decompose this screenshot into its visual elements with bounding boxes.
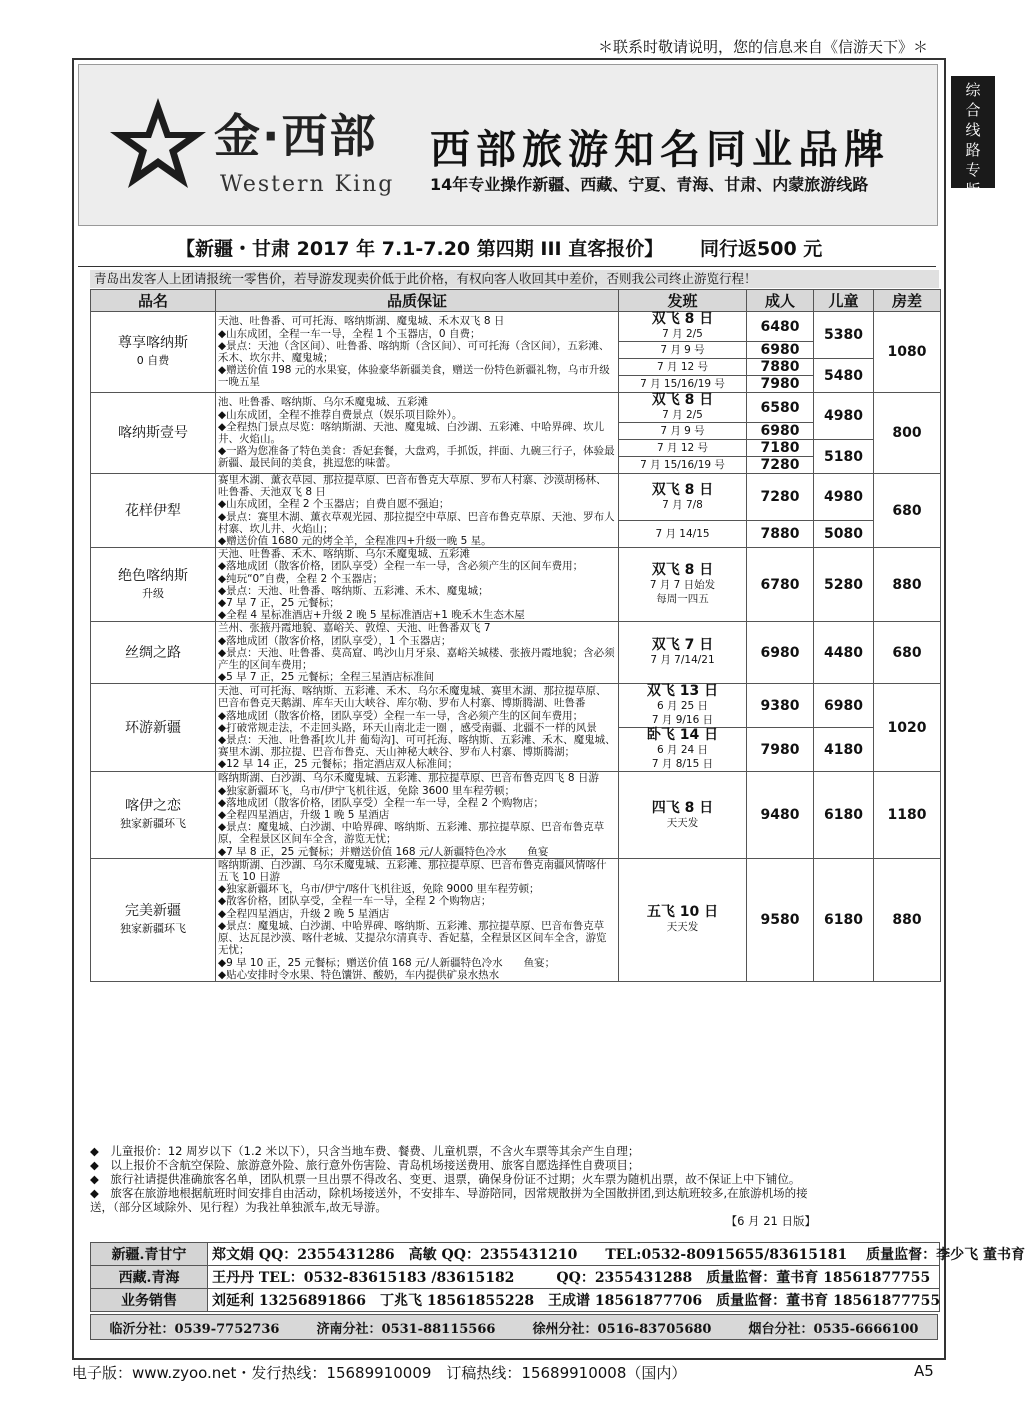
- table-row: [91, 684, 941, 728]
- departure-cell: [619, 342, 747, 359]
- child-price: 4980: [814, 393, 874, 440]
- departure-cell: [619, 359, 747, 376]
- page-title: 【新疆・甘肃 2017 年 7.1-7.20 第四期 III 直客报价】: [176, 238, 664, 260]
- departure-date: 6 月 25 日: [656, 700, 709, 713]
- adult-price: 7880: [747, 359, 814, 376]
- child-price: 5180: [814, 440, 874, 474]
- quality-line: ◆落地成团（散客价格，团队享受），1 个玉器店；: [218, 634, 452, 647]
- tour-name-main: 丝绸之路: [125, 644, 181, 661]
- room-difference: 1080: [874, 312, 941, 393]
- departure-date: 天天发: [666, 816, 699, 829]
- quality-line: ◆打破常规走法，不走回头路，环天山南北走一圈 ，感受南疆、北疆不一样的风景: [218, 721, 597, 734]
- adult-price: 7280: [747, 457, 814, 474]
- tour-name: [91, 858, 216, 981]
- quality-line: ◆景点：魔鬼城、白沙湖、中哈界碑、喀纳斯、五彩滩、那拉提草原、巴音布鲁克草原、达瓦昆沙漠、喀什老城、艾提尕尔清真寺、香妃墓，全程景区区间车全含，游览无忧；: [218, 919, 607, 957]
- quality-line: ◆山东成团，全程 2 个玉器店；自费自愿不强迫；: [218, 498, 450, 511]
- departure-cell: [619, 440, 747, 457]
- child-price: 4180: [814, 728, 874, 772]
- table-row: [91, 622, 941, 684]
- header-adult: 成人: [747, 290, 814, 312]
- table-row: [91, 474, 941, 521]
- contact-info: 王丹丹 TEL：0532-83615183 /83615182 QQ：2355431288 质量监督：董书育 18561877755: [208, 1266, 940, 1289]
- quality-line: ◆景点：天池、吐鲁番[坎儿井 葡萄沟]、可可托海、喀纳斯、五彩滩、禾木、魔鬼城、赛里木湖、那拉提、巴音布鲁克、天山神秘大峡谷、罗布人村寨、博斯腾湖；: [218, 734, 616, 759]
- room-difference: 680: [874, 474, 941, 548]
- header-quality: 品质保证: [216, 290, 619, 312]
- note-line: ◆ 儿童报价：12 周岁以下（1.2 米以下），只含当地车费、餐费、儿童机票，不含火车票等其余产生自理；: [90, 1144, 640, 1158]
- adult-price: 6980: [747, 622, 814, 684]
- adult-price: 6980: [747, 342, 814, 359]
- adult-price: 9380: [747, 684, 814, 728]
- departure-cell: [619, 521, 747, 548]
- quality-line: 赛里木湖、薰衣草园、那拉提草原、巴音布鲁克大草原、罗布人村寨、沙漠胡杨林、吐鲁番、天池双飞 8 日: [218, 474, 607, 499]
- quality-line: 喀纳斯湖、白沙湖、乌尔禾魔鬼城、五彩滩、那拉提草原、巴音布鲁克四飞 8 日游: [218, 772, 599, 785]
- quality-line: ◆景点：魔鬼城、白沙湖、中哈界碑、喀纳斯、五彩滩、那拉提草原、巴音布鲁克草原，全程景区区间车全含，游览无忧；: [218, 821, 605, 846]
- tour-quality: [216, 393, 619, 474]
- quality-line: ◆贴心安排时令水果、特色馕饼、酸奶，车内提供矿泉水热水: [218, 968, 500, 981]
- adult-price: 7880: [747, 521, 814, 548]
- room-difference: 680: [874, 622, 941, 684]
- room-difference: 880: [874, 548, 941, 622]
- tour-name-main: 绝色喀纳斯: [118, 567, 188, 584]
- terms-notes: [90, 1144, 936, 1228]
- tour-name-sub: 独家新疆环飞: [120, 921, 186, 935]
- section-tab-char: 线: [965, 121, 981, 139]
- pricing-notice: 青岛出发客人上团请报统一零售价，若导游发现卖价低于此价格，有权向客人收回其中差价，否则我公司终止游览行程！: [90, 270, 939, 288]
- tour-name-main: 完美新疆: [125, 902, 181, 919]
- departure-type: 五飞 10 日: [646, 904, 719, 921]
- departure-date: 7 月 9/16 日: [651, 714, 714, 727]
- table-row: [91, 772, 941, 858]
- departure-cell: [619, 772, 747, 858]
- departure-date: 7 月 7 日始发: [649, 579, 716, 592]
- tour-name-main: 尊享喀纳斯: [118, 335, 188, 351]
- child-price: 6980: [814, 684, 874, 728]
- tour-name-sub: 0 自费: [136, 354, 170, 367]
- departure-cell: [619, 376, 747, 393]
- adult-price: 9580: [747, 858, 814, 981]
- sub-slogan: 14年专业操作新疆、西藏、宁夏、青海、甘肃、内蒙旅游线路: [430, 175, 869, 194]
- quality-line: ◆7 早 7 正，25 元餐标；: [218, 597, 340, 610]
- departure-type: 双飞 8 日: [651, 392, 714, 408]
- branch-office: 临沂分社：0539-7752736: [109, 1321, 280, 1337]
- room-difference: 880: [874, 858, 941, 981]
- table-row: [91, 548, 941, 622]
- quality-line: 喀纳斯湖、白沙湖、乌尔禾魔鬼城、五彩滩、那拉提草原、巴音布鲁克南疆风情喀什五飞 10 日游: [218, 858, 607, 884]
- quality-line: ◆落地成团（散客价格，团队享受）全程一车一导，含必须产生的区间车费用；: [218, 560, 584, 573]
- tour-quality: [216, 772, 619, 858]
- quality-line: 天池、吐鲁番、可可托海、喀纳斯湖、魔鬼城、禾木双飞 8 日: [218, 315, 505, 328]
- quality-line: ◆纯玩“0”自费，全程 2 个玉器店；: [218, 572, 383, 585]
- header-departure: 发班: [619, 290, 747, 312]
- quality-line: ◆12 早 14 正，25 元餐标；指定酒店双人标准间；: [218, 758, 459, 771]
- quality-line: ◆独家新疆环飞，乌市/伊宁/喀什飞机往返，免除 9000 里车程劳顿；: [218, 883, 540, 896]
- departure-cell: [619, 858, 747, 981]
- departure-cell: [619, 548, 747, 622]
- departure-type: 双飞 13 日: [646, 683, 719, 700]
- departure-cell: [619, 728, 747, 772]
- departure-type: 双飞 8 日: [651, 311, 714, 327]
- tour-name-main: 花样伊犁: [125, 502, 181, 519]
- section-tab-char: 专: [965, 161, 981, 179]
- tour-name: [91, 312, 216, 393]
- departure-cell: [619, 423, 747, 440]
- adult-price: 7980: [747, 376, 814, 393]
- quality-line: ◆赠送价值 1680 元的烤全羊，全程准四+升级一晚 5 星。: [218, 535, 492, 548]
- brand-name: 金·西部: [214, 109, 378, 163]
- quality-line: 天池、吐鲁番、禾木、喀纳斯、乌尔禾魔鬼城、五彩滩: [218, 548, 470, 561]
- tour-name-sub: 升级: [142, 586, 164, 600]
- quality-line: ◆赠送价值 198 元的水果宴，体验豪华新疆美食，赠送一份特色新疆礼物，乌市升级一晚五星: [218, 364, 610, 389]
- quality-line: ◆全程四星酒店，升级 2 晚 5 星酒店: [218, 907, 390, 920]
- adult-price: 6580: [747, 393, 814, 423]
- header-room: 房差: [874, 290, 941, 312]
- departure-cell: [619, 684, 747, 728]
- branch-office: 徐州分社：0516-83705680: [532, 1321, 712, 1337]
- rebate-label: 同行返500 元: [700, 238, 823, 260]
- room-difference: 1020: [874, 684, 941, 772]
- departure-cell: [619, 312, 747, 342]
- departure-type: 双飞 7 日: [651, 637, 714, 654]
- departure-type: 双飞 8 日: [651, 562, 714, 579]
- header-child: 儿童: [814, 290, 874, 312]
- quality-line: ◆景点：赛里木湖、薰衣草观光园、那拉提空中草原、巴音布鲁克草原、天池、罗布人村寨、坎儿井、火焰山；: [218, 510, 615, 535]
- quality-line: ◆景点：天池、吐鲁番、莫高窟、鸣沙山月牙泉、嘉峪关城楼、张掖丹霞地貌；含必须产生的区间车费用；: [218, 646, 615, 672]
- departure-date: 6 月 24 日: [656, 744, 709, 757]
- quality-line: 池、吐鲁番、喀纳斯、乌尔禾魔鬼城、五彩滩: [218, 396, 428, 409]
- quality-line: ◆9 早 10 正，25 元餐标；赠送价值 168 元/人新疆特色冷水 鱼宴；: [218, 956, 556, 969]
- tour-name: [91, 548, 216, 622]
- tour-name-main: 环游新疆: [125, 719, 181, 736]
- contact-info: 郑文娟 QQ：2355431286 高敏 QQ：2355431210 TEL:0532-80915655/83615181 质量监督：李少飞 董书育: [208, 1243, 940, 1266]
- child-price: 6180: [814, 858, 874, 981]
- departure-type: 四飞 8 日: [651, 799, 714, 816]
- quality-line: ◆7 早 8 正，25 元餐标；并赠送价值 168 元/人新疆特色冷水 鱼宴: [218, 845, 549, 858]
- adult-price: 6780: [747, 548, 814, 622]
- tour-name-sub: 独家新疆环飞: [120, 817, 186, 831]
- quality-line: ◆独家新疆环飞，乌市/伊宁飞机往返，免除 3600 里车程劳顿；: [218, 784, 516, 797]
- tour-price-table: [90, 289, 941, 982]
- quality-line: 天池、可可托海、喀纳斯、五彩滩、禾木、乌尔禾魔鬼城、赛里木湖、那拉提草原、巴音布鲁克天鹅湖、库车天山大峡谷、库尔勒、罗布人村寨、博斯腾湖、吐鲁番: [218, 685, 607, 710]
- slogan: 西部旅游知名同业品牌: [430, 126, 890, 173]
- departure-date: 7 月 14/15: [655, 528, 710, 541]
- tour-name: [91, 772, 216, 858]
- tour-quality: [216, 684, 619, 772]
- edition-date: 【6 月 21 日版】: [725, 1214, 816, 1228]
- contact-label: 新疆.青甘宁: [91, 1243, 208, 1266]
- source-note: ＊联系时敬请说明，您的信息来自《信游天下》＊: [597, 38, 928, 56]
- departure-date: 7 月 2/5: [662, 409, 703, 421]
- section-tab-char: 版: [965, 181, 981, 199]
- tour-quality: [216, 622, 619, 684]
- tour-quality: [216, 858, 619, 981]
- brand-name-english: Western King: [220, 172, 395, 197]
- quality-line: ◆全程热门景点尽览：喀纳斯湖、天池、魔鬼城、白沙湖、五彩滩、中哈界碑、坎儿井、火焰山。: [218, 420, 605, 445]
- room-difference: 800: [874, 393, 941, 474]
- child-price: 4980: [814, 474, 874, 521]
- adult-price: 7980: [747, 728, 814, 772]
- tour-quality: [216, 312, 619, 393]
- table-row: [91, 312, 941, 342]
- section-tab-char: 综: [965, 81, 981, 99]
- quality-line: ◆落地成团（散客价格，团队享受）全程一车一导，含必须产生的区间车费用；: [218, 709, 584, 722]
- header-name: 品名: [91, 290, 216, 312]
- tour-quality: [216, 548, 619, 622]
- adult-price: 9480: [747, 772, 814, 858]
- adult-price: 7180: [747, 440, 814, 457]
- child-price: 5480: [814, 359, 874, 393]
- departure-date: 每周一四五: [656, 593, 709, 606]
- contact-label: 西藏.青海: [91, 1266, 208, 1289]
- departure-date: 7 月 7/8: [662, 498, 703, 511]
- room-difference: 1180: [874, 772, 941, 858]
- child-price: 4480: [814, 622, 874, 684]
- contact-table: [90, 1242, 1025, 1312]
- adult-price: 7280: [747, 474, 814, 521]
- quality-line: 兰州、张掖丹霞地貌、嘉峪关、敦煌、天池、吐鲁番双飞 7: [218, 622, 491, 635]
- note-line: ◆ 以上报价不含航空保险、旅游意外险、旅行意外伤害险、青岛机场接送费用、旅客自愿选择性自费项目；: [90, 1158, 640, 1172]
- departure-date: 7 月 8/15 日: [651, 758, 714, 771]
- quality-line: ◆5 早 7 正，25 元餐标；全程三星酒店标准间: [218, 671, 435, 684]
- quality-line: ◆一路为您准备了特色美食：香妃套餐，大盘鸡，手抓饭，拌面、九碗三行子，体验最新疆、最民间的美食，挑逗您的味蕾。: [218, 445, 615, 470]
- departure-date: 天天发: [666, 921, 699, 934]
- departure-date: 7 月 9 号: [660, 344, 705, 356]
- footer: 电子版：www.zyoo.net・发行热线：15689910009 订稿热线：15689910008（国内）: [72, 1364, 687, 1382]
- departure-type: 双飞 8 日: [651, 481, 714, 498]
- departure-cell: [619, 393, 747, 423]
- departure-type: 卧飞 14 日: [646, 727, 719, 744]
- adult-price: 6980: [747, 423, 814, 440]
- departure-date: 7 月 7/14/21: [650, 654, 715, 667]
- departure-date: 7 月 12 号: [656, 361, 709, 373]
- departure-date: 7 月 12 号: [656, 442, 709, 454]
- tour-name: [91, 393, 216, 474]
- departure-date: 7 月 9 号: [660, 425, 705, 437]
- child-price: 5380: [814, 312, 874, 359]
- departure-cell: [619, 474, 747, 521]
- branch-office: 烟台分社：0535-6666100: [748, 1321, 919, 1337]
- branch-offices: [90, 1314, 938, 1340]
- quality-line: ◆景点：天池、吐鲁番、喀纳斯、五彩滩、禾木、魔鬼城；: [218, 584, 489, 597]
- quality-line: ◆山东成团，全程一车一导，全程 1 个玉器店，0 自费；: [218, 327, 481, 340]
- contact-info: 刘延利 13256891866 丁兆飞 18561855228 王成谱 18561877706 质量监督：董书育 18561877755: [208, 1289, 940, 1312]
- tour-name-main: 喀伊之恋: [125, 798, 181, 815]
- adult-price: 6480: [747, 312, 814, 342]
- quality-line: ◆散客价格，团队享受，全程一车一导，全程 2 个购物店；: [218, 895, 492, 908]
- tour-name: [91, 622, 216, 684]
- quality-line: ◆全程四星酒店，升级 1 晚 5 星酒店: [218, 809, 390, 822]
- section-tab-char: 路: [965, 141, 981, 159]
- quality-line: ◆山东成团，全程不推荐自费景点（娱乐项目除外）。: [218, 408, 463, 421]
- tour-name-main: 喀纳斯壹号: [118, 425, 188, 441]
- star-logo-icon: [108, 96, 208, 192]
- departure-date: 7 月 15/16/19 号: [640, 378, 725, 390]
- tour-quality: [216, 474, 619, 548]
- departure-cell: [619, 457, 747, 474]
- table-row: [91, 858, 941, 981]
- branch-office: 济南分社：0531-88115566: [316, 1321, 496, 1337]
- child-price: 6180: [814, 772, 874, 858]
- note-line: ◆ 旅客在旅游地根据航班时间安排自由活动，除机场接送外，不安排车、导游陪同，因常规散拼为全国散拼团,到达航班较多,在旅游机场的接: [90, 1186, 808, 1200]
- section-tab-char: 合: [965, 101, 981, 119]
- departure-date: 7 月 15/16/19 号: [640, 459, 725, 471]
- departure-date: 7 月 2/5: [662, 328, 703, 340]
- note-line: 送，（部分区域除外、见行程）为我社单独派车,故无导游。: [90, 1200, 387, 1214]
- departure-cell: [619, 622, 747, 684]
- child-price: 5080: [814, 521, 874, 548]
- contact-label: 业务销售: [91, 1289, 208, 1312]
- quality-line: ◆全程 4 星标准酒店+升级 2 晚 5 星标准酒店+1 晚禾木生态木屋: [218, 609, 525, 622]
- quality-line: ◆落地成团（散客价格，团队享受）全程一车一导，全程 2 个购物店；: [218, 796, 544, 809]
- tour-name: [91, 684, 216, 772]
- quality-line: ◆景点：天池（含区间）、吐鲁番、喀纳斯（含区间）、可可托海（含区间），五彩滩、禾木、坎尔井、魔鬼城；: [218, 339, 610, 364]
- child-price: 5280: [814, 548, 874, 622]
- page-number: A5: [914, 1362, 934, 1380]
- tour-name: [91, 474, 216, 548]
- section-tab: [951, 76, 995, 199]
- table-row: [91, 393, 941, 423]
- note-line: ◆ 旅行社请提供准确旅客名单，团队机票一旦出票不得改名、变更、退票，确保身份证不过期；火车票为随机出票，故不保证上中下铺位。: [90, 1172, 801, 1186]
